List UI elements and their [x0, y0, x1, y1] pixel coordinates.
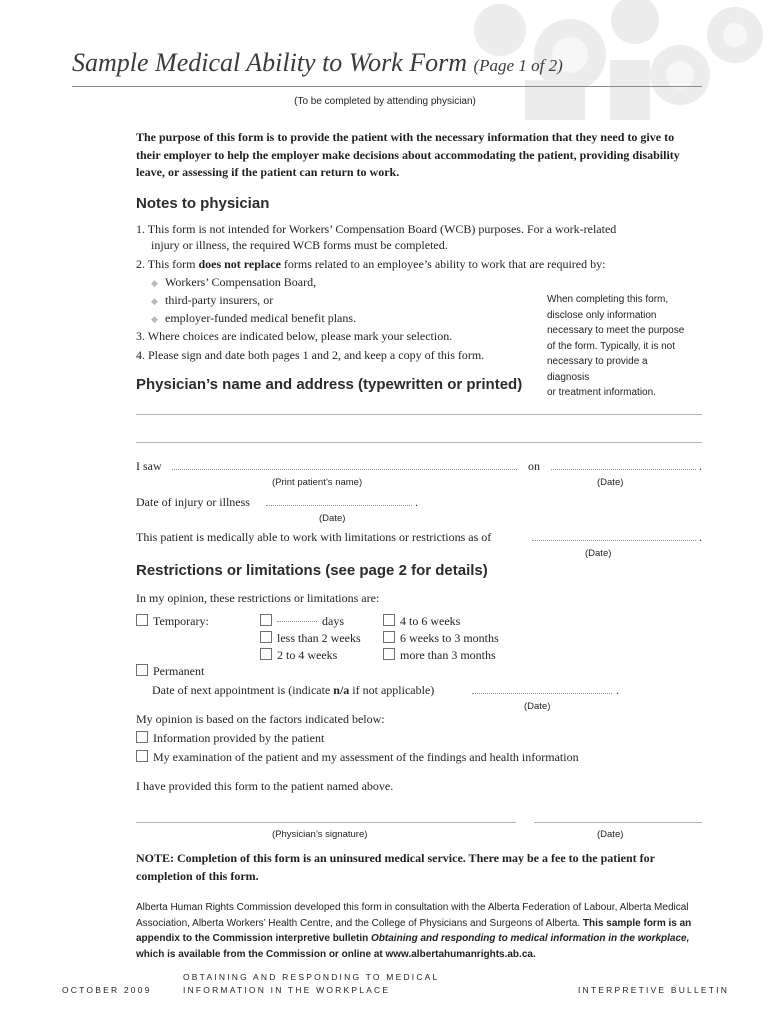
six-weeks-to-three-months-checkbox[interactable] — [383, 631, 395, 643]
next-appointment-label — [152, 682, 434, 698]
visit-date-field[interactable] — [551, 469, 696, 470]
opinion-line: In my opinion, these restrictions or limitations are: — [136, 591, 380, 605]
sidebar-line: necessary to meet the purpose — [547, 325, 685, 336]
option-label: 2 to 4 weeks — [277, 648, 338, 662]
footer-bulletin-type: INTERPRETIVE BULLETIN — [578, 985, 730, 995]
option-label: My examination of the patient and my assessment of the findings and health information — [153, 750, 579, 764]
less-than-2-weeks-option — [260, 630, 361, 646]
footer-title-line-1: OBTAINING AND RESPONDING TO MEDICAL — [183, 972, 440, 982]
note-item-4: 4. Please sign and date both pages 1 and 2, and keep a copy of this form. — [136, 348, 485, 362]
credits-paragraph — [136, 900, 706, 962]
on-label: on — [528, 459, 540, 473]
signature-caption: (Physician’s signature) — [272, 829, 368, 840]
next-appt-post: if not applicable) — [349, 683, 435, 697]
page-title — [72, 48, 563, 78]
sidebar-line: disclose only information — [547, 309, 657, 321]
six-weeks-to-three-months-option — [383, 630, 499, 646]
physician-address-line-2[interactable] — [136, 442, 702, 443]
more-than-three-months-checkbox[interactable] — [383, 648, 395, 660]
sidebar-line: necessary to provide a diagnosis — [547, 356, 648, 383]
able-date-caption: (Date) — [585, 548, 612, 559]
print-name-caption: (Print patient’s name) — [272, 477, 363, 488]
page-indicator: (Page 1 of 2) — [473, 56, 563, 75]
diamond-bullet-icon: ◆ — [151, 296, 158, 306]
option-label: more than 3 months — [400, 648, 496, 662]
next-appt-caption: (Date) — [524, 701, 551, 712]
two-to-four-weeks-option — [260, 647, 337, 663]
four-to-six-weeks-option — [383, 613, 460, 629]
period: . — [616, 683, 619, 697]
temporary-option — [136, 613, 209, 629]
note-item-2-bold: does not replace — [198, 257, 281, 271]
next-appt-pre: Date of next appointment is (indicate — [152, 683, 334, 697]
form-subtitle: (To be completed by attending physician) — [294, 96, 476, 107]
note-bullet-wcb — [151, 274, 316, 291]
examination-checkbox[interactable] — [136, 750, 148, 762]
credits-bulletin-title: Obtaining and responding to medical information in the workplace, — [371, 933, 690, 944]
credits-part-4: which is available from the Commission or online at www.albertahumanrights.ab.ca. — [136, 948, 536, 960]
less-than-2-weeks-checkbox[interactable] — [260, 631, 272, 643]
patient-name-field[interactable] — [172, 469, 517, 470]
option-label: less than 2 weeks — [277, 631, 361, 645]
footer-title-line-2: INFORMATION IN THE WORKPLACE — [183, 985, 391, 995]
info-provided-checkbox[interactable] — [136, 731, 148, 743]
injury-date-caption: (Date) — [319, 513, 346, 524]
bullet-text: Workers’ Compensation Board, — [165, 275, 317, 289]
note-item-2-post: forms related to an employee’s ability to work that are required by: — [280, 257, 606, 271]
option-label: 6 weeks to 3 months — [400, 631, 499, 645]
bullet-text: employer-funded medical benefit plans. — [165, 311, 357, 325]
restrictions-heading: Restrictions or limitations (see page 2 for details) — [136, 562, 488, 579]
signature-date-caption: (Date) — [597, 829, 624, 840]
title-divider — [72, 86, 702, 87]
temporary-checkbox[interactable] — [136, 614, 148, 626]
examination-option — [136, 749, 579, 765]
note-item-3: 3. Where choices are indicated below, please mark your selection. — [136, 329, 453, 343]
days-checkbox[interactable] — [260, 614, 272, 626]
note-item-2 — [136, 256, 605, 272]
sidebar-line: or treatment information. — [547, 387, 656, 398]
note-item-2-pre: 2. This form — [136, 257, 199, 271]
basis-line: My opinion is based on the factors indicated below: — [136, 712, 385, 726]
physician-address-line-1[interactable] — [136, 414, 702, 415]
note-bullet-benefit-plans — [151, 310, 356, 327]
temporary-label: Temporary: — [153, 614, 209, 628]
i-saw-label: I saw — [136, 459, 162, 473]
note-item-1: 1. This form is not intended for Workers’ Compensation Board (WCB) purposes. For a work-related — [136, 222, 617, 236]
able-to-work-date-field[interactable] — [532, 540, 696, 541]
next-appointment-date-field[interactable] — [472, 693, 612, 694]
next-appt-bold: n/a — [333, 683, 350, 697]
footer-date: OCTOBER 2009 — [62, 985, 152, 995]
credits-part-1: Alberta Human Rights Commission developed this form in consultation with the Alberta Federation of Labour, Alberta Medical Association, Alberta Workers’ Health Centre, and the College of Physicians and Surgeons of Alberta. — [136, 902, 689, 929]
credits-part-2: This sample form is an appendix to the Commission interpretive bulletin — [136, 917, 692, 944]
more-than-three-months-option — [383, 647, 496, 663]
permanent-label: Permanent — [153, 664, 205, 678]
able-to-work-label: This patient is medically able to work with limitations or restrictions as of — [136, 530, 492, 544]
note-bullet-insurers — [151, 292, 273, 309]
note-item-1-cont: injury or illness, the required WCB forms must be completed. — [151, 238, 448, 252]
notes-heading: Notes to physician — [136, 195, 270, 212]
title-text: Sample Medical Ability to Work Form — [72, 48, 468, 77]
info-provided-option — [136, 730, 324, 746]
option-label: Information provided by the patient — [153, 731, 325, 745]
bullet-text: third-party insurers, or — [165, 293, 274, 307]
signature-field[interactable] — [136, 822, 516, 823]
purpose-statement: The purpose of this form is to provide the patient with the necessary information that they need to give to their employer to help the employer make decisions about accommodating the patient, providing disability leave, or assessing if the patient can return to work. — [136, 130, 680, 179]
permanent-checkbox[interactable] — [136, 664, 148, 676]
signature-date-field[interactable] — [534, 822, 702, 823]
option-label: 4 to 6 weeks — [400, 614, 461, 628]
two-to-four-weeks-checkbox[interactable] — [260, 648, 272, 660]
four-to-six-weeks-checkbox[interactable] — [383, 614, 395, 626]
period: . — [415, 495, 418, 509]
period: . — [699, 459, 702, 473]
days-label: days — [322, 614, 344, 628]
fee-note: NOTE: Completion of this form is an uninsured medical service. There may be a fee to the patient for completion of this form. — [136, 851, 655, 883]
physician-heading: Physician’s name and address (typewritten or printed) — [136, 376, 523, 393]
days-option — [260, 613, 344, 629]
period: . — [699, 530, 702, 544]
sidebar-line: of the form. Typically, it is not — [547, 340, 676, 352]
permanent-option — [136, 663, 204, 679]
days-count-field[interactable] — [277, 621, 317, 622]
date-caption: (Date) — [597, 477, 624, 488]
diamond-bullet-icon: ◆ — [151, 314, 158, 324]
sidebar-note — [547, 292, 687, 401]
injury-date-label: Date of injury or illness — [136, 495, 250, 509]
provided-statement: I have provided this form to the patient named above. — [136, 779, 394, 793]
injury-date-field[interactable] — [266, 505, 412, 506]
diamond-bullet-icon: ◆ — [151, 278, 158, 288]
sidebar-line: When completing this form, — [547, 294, 669, 305]
